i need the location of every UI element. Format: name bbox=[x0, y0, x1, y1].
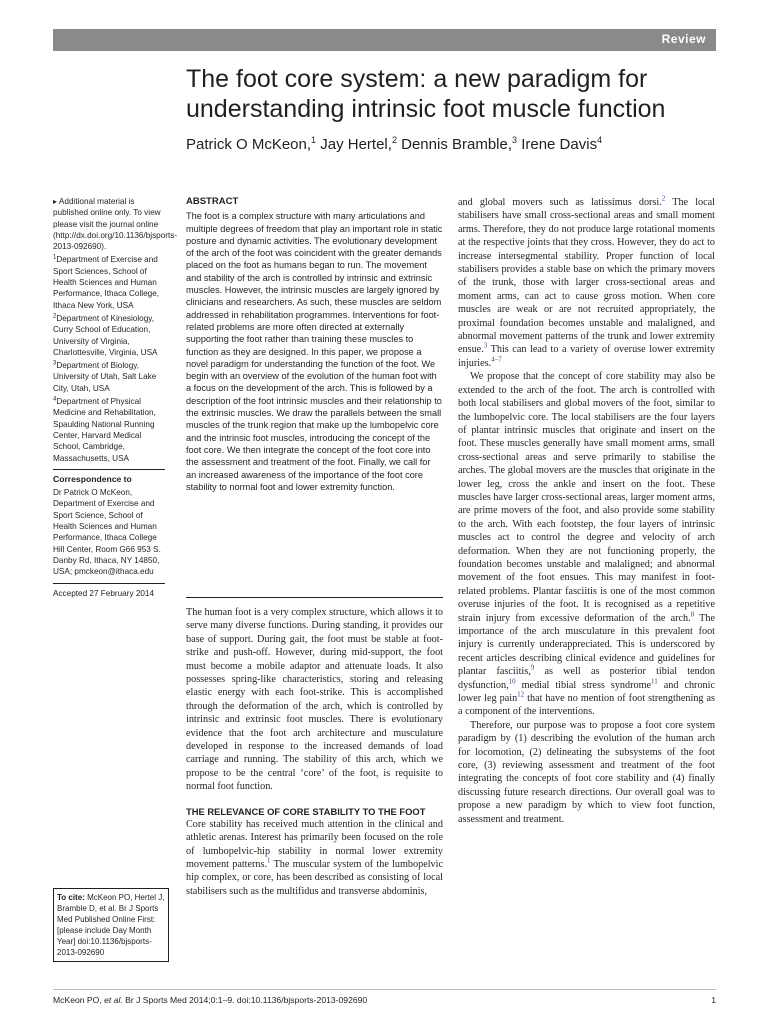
section-banner bbox=[53, 29, 716, 51]
body-paragraph: and global movers such as latissimus dorsi.$^2$ The local stabilisers have small cross-sectional areas and small moment arms. Therefore, they do not produce large rotational moments at the respective joints that they cross. However, they do act to increase intersegmental stability. Proper function of local stabilisers provides a stable base on which the primary movers of the trunk, those with larger cross-sectional areas and moment arms, can act to cause gross motion. When core muscles are weak or are not recruited appropriately, the proximal foundation becomes unstable and malaligned, and abnormal movement patterns of the trunk and lower extremity ensue.$^3$ This can lead to a variety of overuse lower extremity injuries.$^{4-7}$ bbox=[458, 194, 715, 369]
abstract-heading: ABSTRACT bbox=[186, 196, 239, 207]
correspondence-address: Dr Patrick O McKeon, Department of Exercise and Sport Science, School of Health Sciences and Human Performance, Ithaca College Hill Center, Room G66 953 S. Danby Rd, Ithaca, NY 14850, USA; pmckeon@ithaca.edu bbox=[53, 488, 161, 577]
abstract bbox=[186, 196, 443, 493]
intro-paragraph: The human foot is a very complex structure, which allows it to serve many diverse functions. During standing, it provides our base of support. During gait, the foot must be stable at foot-strike and push-off. However, during mid-support, the foot must become a mobile adaptor and attenuate loads. It also possesses spring-like characteristics, storing and releasing elastic energy with each foot-strike. This is accomplished through the deformation of the arch, which is controlled by intrinsic and extrinsic foot muscles. There is evolutionary evidence that the foot arch architecture and musculature developed in response to the increased demands of load carriage and running. The stability of this arch, which we propose to be the central ‘core’ of the foot, is requisite to normal foot function. bbox=[186, 607, 443, 793]
correspondence-heading: Correspondence to bbox=[53, 473, 132, 484]
section-label: Review bbox=[661, 32, 706, 46]
author-affiliation: 3 bbox=[512, 135, 518, 145]
citation-ref[interactable]: 11 bbox=[651, 677, 658, 686]
page-footer bbox=[53, 995, 716, 1005]
additional-material-note[interactable]: ▸ Additional material is published online only. To view please visit the journal online (http://dx.doi.org/10.1136/bjsports-2013-092690). bbox=[53, 197, 178, 252]
section-heading: THE RELEVANCE OF CORE STABILITY TO THE FOOT bbox=[186, 805, 426, 817]
affiliation: $^3$Department of Biology, University of Utah, Salt Lake City, Utah, USA bbox=[53, 360, 157, 393]
author-list bbox=[186, 136, 726, 153]
citation-ref[interactable]: 1 bbox=[267, 856, 271, 865]
cite-label: To cite: bbox=[57, 893, 85, 902]
section-paragraph: Core stability has received much attention in the clinical and athletic arenas. Interest has primarily been focused on the role of lumbopelvic-hip stability in normal lower extremity movement patterns.$^1$ The muscular system of the lumbopelvic hip complex, or core, has been described as consisting of local stabilisers such as the multifidus and transverse abdominis, bbox=[186, 818, 443, 897]
body-paragraph: We propose that the concept of core stability may also be extended to the arch of the foot. The arch is controlled with both local stabilisers and global movers of the foot, similar to the lumbopelvic core. The local stabilisers are the four layers of plantar intrinsic muscles that originate and insert on the foot. These muscles generally have small moment arms, small cross-sectional areas and serve primarily to stabilise the arches. The global movers are the muscles that originate in the lower leg, cross the ankle and insert on the foot. These muscles have larger cross-sectional areas, larger moment arms, are prime movers of the foot, and also provide some stability to the arch. With each footstep, the four layers of intrinsic muscles act to control the degree and velocity of arch deformation. When they are not functioning properly, the foundation becomes unstable and malaligned; and abnormal movement of the foot ensues. This may manifest in foot-related problems. Plantar fasciitis is one of the most common overuse injuries of the foot. It is recognised as a repetitive strain injury from excessive deformation of the arch.$^8$ The importance of the arch musculature in this prevalent foot injury is currently underappreciated. This is underscored by recent articles describing clinical evidence and guidelines for plantar fasciitis,$^9$ as well as posterior tibial tendon dysfunction,$^{10}$ medial tibial stress syndrome$^{11}$ and chronic lower leg pain$^{12}$ that have no mention of foot strengthening as a component of the interventions. bbox=[458, 371, 716, 718]
citation-ref[interactable]: 4–7 bbox=[491, 355, 502, 364]
author: Patrick O McKeon, bbox=[186, 136, 312, 153]
author: Dennis Bramble, bbox=[401, 136, 513, 153]
page-number: 1 bbox=[711, 995, 716, 1005]
divider bbox=[53, 469, 165, 470]
affiliation: $^1$Department of Exercise and Sport Sciences, School of Health Sciences and Human Performance, Ithaca College, Ithaca New York, USA bbox=[53, 254, 160, 310]
citation-ref[interactable]: 3 bbox=[483, 342, 488, 351]
citation-ref[interactable]: 2 bbox=[661, 194, 666, 203]
author-affiliation: 2 bbox=[391, 135, 397, 145]
citation-ref[interactable]: 10 bbox=[508, 677, 516, 686]
citation-ref[interactable]: 12 bbox=[517, 690, 525, 699]
divider bbox=[53, 583, 165, 584]
abstract-divider bbox=[186, 597, 443, 598]
author: Jay Hertel, bbox=[320, 136, 392, 153]
article-title: The foot core system: a new paradigm for understanding intrinsic foot muscle function bbox=[186, 65, 666, 123]
author-affiliation: 4 bbox=[597, 135, 603, 145]
cite-text: McKeon PO, Hertel J, Bramble D, et al. Br J Sports Med Published Online First: [please include Day Month Year] doi:10.1136/bjsports-2013-092690 bbox=[57, 893, 165, 957]
body-column-right bbox=[458, 196, 715, 826]
affiliation: $^2$Department of Kinesiology, Curry School of Education, University of Virginia, Charlottesville, Virginia, USA bbox=[53, 313, 158, 357]
body-column-left bbox=[186, 606, 443, 898]
citation-ref[interactable]: 9 bbox=[530, 663, 535, 672]
sidebar bbox=[53, 196, 178, 601]
accepted-date: Accepted 27 February 2014 bbox=[53, 588, 155, 598]
affiliation: $^4$Department of Physical Medicine and Rehabilitation, Spaulding National Running Center, Harvard Medical School, Cambridge, Massachusetts, USA bbox=[53, 396, 156, 463]
citation-box bbox=[53, 888, 169, 962]
citation-ref[interactable]: 8 bbox=[690, 610, 695, 619]
author: Irene Davis bbox=[521, 136, 598, 153]
author-affiliation: 1 bbox=[311, 135, 317, 145]
abstract-text: The foot is a complex structure with many articulations and multiple degrees of freedom that play an important role in static posture and dynamic activities. The evolutionary development of the arch of the foot was coincident with the greater demands placed on the foot as humans began to run. The movement and stability of the arch is controlled by intrinsic and extrinsic muscles. However, the intrinsic muscles are largely ignored by clinicians and researchers. As such, these muscles are seldom addressed in rehabilitation programmes. Interventions for foot-related problems are more often directed at externally supporting the foot rather than training these muscles to function as they are designed. In this paper, we propose a novel paradigm for understanding the function of the foot. We begin with an overview of the evolution of the human foot with a focus on the development of the arch. This is followed by a description of the foot intrinsic muscles and their relationship to the extrinsic muscles. We draw the parallels between the small muscles of the trunk region that make up the lumbopelvic core and the intrinsic foot muscles, introducing the concept of the foot core. We then integrate the concept of the foot core into the assessment and treatment of the foot. Finally, we call for an increased awareness of the importance of the foot core stability to normal foot and lower extremity function. bbox=[186, 211, 443, 492]
footer-divider bbox=[53, 989, 716, 990]
body-paragraph: Therefore, our purpose was to propose a foot core system paradigm by (1) describing the evolution of the human arch for locomotion, (2) delineating the subsystems of the foot core, (3) reviewing assessment and treatment of the foot integrating the concepts of foot core stability and (4) finally discussing future research directions. Our overall goal was to propose a new paradigm by which to view foot function, assessment and treatment. bbox=[458, 719, 715, 825]
footer-citation: McKeon PO, et al. Br J Sports Med 2014;0:1–9. doi:10.1136/bjsports-2013-092690 bbox=[53, 995, 368, 1005]
